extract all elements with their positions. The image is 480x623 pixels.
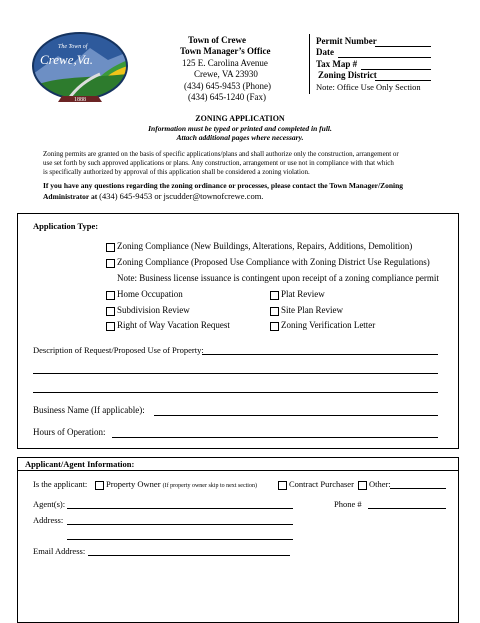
date-field[interactable] — [338, 57, 431, 58]
contact-info: (434) 645-9453 or jscudder@townofcrewe.com. — [99, 191, 264, 201]
applicant-heading-divider — [17, 470, 459, 471]
office-street: 125 E. Carolina Avenue — [182, 58, 268, 68]
subdivision-review-checkbox[interactable] — [106, 307, 115, 316]
description-field-line-3[interactable] — [33, 392, 438, 393]
property-owner-note: (If property owner skip to next section) — [162, 483, 257, 489]
intro-line-2: use set forth by such approved applications or plans. Any construction, arrangement or use not in compliance with that which — [43, 159, 394, 167]
is-applicant-label: Is the applicant: — [33, 479, 88, 489]
hours-of-operation-field[interactable] — [112, 437, 438, 438]
permit-number-label: Permit Number — [316, 36, 377, 46]
agents-field[interactable] — [67, 508, 293, 509]
property-owner-label — [106, 480, 257, 489]
site-plan-review-label: Site Plan Review — [281, 305, 343, 315]
contact-lead: Administrator at — [43, 192, 100, 201]
form-instructions-attach: Attach additional pages where necessary. — [176, 133, 304, 142]
office-use-divider — [309, 34, 310, 94]
office-fax: (434) 645-1240 (Fax) — [188, 92, 266, 102]
office-name: Town Manager’s Office — [180, 46, 271, 56]
hours-of-operation-label: Hours of Operation: — [33, 427, 106, 437]
other-checkbox[interactable] — [358, 481, 367, 490]
form-title: ZONING APPLICATION — [195, 114, 285, 123]
contact-line-2 — [43, 192, 263, 201]
email-label: Email Address: — [33, 546, 86, 556]
office-phone: (434) 645-9453 (Phone) — [184, 81, 271, 91]
business-license-note: Note: Business license issuance is contingent upon receipt of a zoning compliance permit — [117, 273, 439, 283]
form-instructions: Information must be typed or printed and completed in full. — [148, 124, 332, 133]
town-logo — [28, 30, 132, 108]
zoning-compliance-new-checkbox[interactable] — [106, 243, 115, 252]
contract-purchaser-label: Contract Purchaser — [289, 479, 354, 489]
description-field-line-2[interactable] — [33, 373, 438, 374]
address-field[interactable] — [67, 524, 293, 525]
subdivision-review-label: Subdivision Review — [117, 305, 190, 315]
phone-field[interactable] — [368, 508, 446, 509]
description-label: Description of Request/Proposed Use of Property: — [33, 345, 204, 355]
zoning-district-label: Zoning District — [318, 70, 377, 80]
zoning-compliance-use-label: Zoning Compliance (Proposed Use Compliance with Zoning District Use Regulations) — [117, 257, 430, 267]
logo-year: 1888 — [74, 97, 86, 103]
plat-review-label: Plat Review — [281, 289, 325, 299]
contract-purchaser-checkbox[interactable] — [278, 481, 287, 490]
zoning-verification-label: Zoning Verification Letter — [281, 320, 376, 330]
property-owner-checkbox[interactable] — [95, 481, 104, 490]
zoning-district-field[interactable] — [375, 80, 431, 81]
other-field[interactable] — [390, 488, 446, 489]
agents-label: Agent(s): — [33, 499, 66, 509]
right-of-way-checkbox[interactable] — [106, 322, 115, 331]
other-label: Other: — [369, 479, 391, 489]
home-occupation-checkbox[interactable] — [106, 291, 115, 300]
home-occupation-label: Home Occupation — [117, 289, 183, 299]
office-use-note: Note: Office Use Only Section — [316, 82, 421, 92]
date-label: Date — [316, 47, 334, 57]
zoning-verification-checkbox[interactable] — [270, 322, 279, 331]
logo-script-main: Crewe,Va. — [40, 52, 93, 67]
logo-script-top: The Town of — [58, 44, 88, 50]
address-label: Address: — [33, 515, 64, 525]
intro-line-3: is specifically authorized by approval of this application shall be considered a zoning violation. — [43, 168, 310, 176]
town-name: Town of Crewe — [188, 35, 246, 45]
plat-review-checkbox[interactable] — [270, 291, 279, 300]
zoning-compliance-new-label: Zoning Compliance (New Buildings, Alterations, Repairs, Additions, Demolition) — [117, 241, 413, 251]
permit-number-field[interactable] — [375, 46, 431, 47]
site-plan-review-checkbox[interactable] — [270, 307, 279, 316]
office-city: Crewe, VA 23930 — [194, 69, 258, 79]
property-owner-text: Property Owner — [106, 479, 161, 489]
tax-map-label: Tax Map # — [316, 59, 358, 69]
phone-label: Phone # — [334, 499, 362, 509]
zoning-compliance-use-checkbox[interactable] — [106, 259, 115, 268]
business-name-field[interactable] — [154, 415, 438, 416]
address-field-line-2[interactable] — [67, 539, 293, 540]
application-type-heading: Application Type: — [33, 221, 99, 231]
intro-line-1: Zoning permits are granted on the basis of specific applications/plans and shall authorize only the construction, arrangement or — [43, 150, 399, 158]
applicant-heading: Applicant/Agent Information: — [25, 459, 135, 469]
email-field[interactable] — [88, 555, 290, 556]
business-name-label: Business Name (If applicable): — [33, 405, 145, 415]
contact-line-1: If you have any questions regarding the zoning ordinance or processes, please contact the Town Manager/Zoning — [43, 181, 404, 190]
right-of-way-label: Right of Way Vacation Request — [117, 320, 230, 330]
description-field[interactable] — [202, 354, 438, 355]
